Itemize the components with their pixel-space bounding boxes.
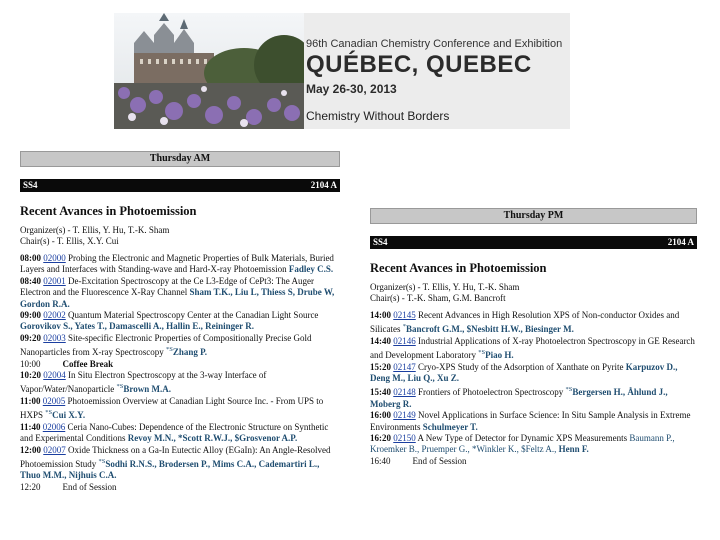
talk-time: 10:00: [20, 358, 41, 369]
day-header: Thursday AM: [20, 151, 340, 167]
session-title: Recent Avances in Photoemission: [20, 204, 197, 218]
talk-entry: [20, 422, 340, 445]
talk-time: 14:00: [370, 310, 391, 320]
presenter-mark: *S: [565, 386, 573, 394]
talk-time: 10:20: [20, 370, 41, 381]
talk-entry: [370, 410, 697, 433]
talk-presenters: Revoy M.N., *Scott R.W.J., $Grosvenor A.P.: [127, 433, 298, 444]
abstract-code-link[interactable]: 02000: [43, 253, 66, 263]
abstract-code-link[interactable]: 02005: [42, 395, 66, 406]
talk-title: Recent Advances in High Resolution XPS of Non-conductor Oxides and Silicates: [370, 310, 680, 335]
talk-title: Novel Applications in Surface Science: In Situ Sample Analysis in Extreme Environments: [370, 410, 691, 432]
talk-title: Oxide Thickness on a Ga-In Eutectic Alloy (EGaIn): An Angle-Resolved Photoemission Study: [20, 444, 331, 469]
session-code: SS4: [373, 237, 388, 247]
organizers: Organizer(s) - T. Ellis, Y. Hu, T.-K. Sham: [370, 282, 520, 292]
talk-title: Probing the Electronic and Magnetic Properties of Bulk Materials, Buried Layers and Interfaces with Standing-wave and Hard-X-ray Photoemission: [20, 253, 334, 275]
talk-presenters: Henn F.: [558, 444, 589, 455]
talk-presenters: Bergersen H., Åhlund J., Moberg R.: [370, 387, 668, 409]
session-bar: [370, 236, 697, 249]
talk-title: Site-specific Electronic Properties of Compositionally Precise Gold Nanoparticles from X-ray Spectroscopy: [20, 332, 312, 358]
organizers: Organizer(s) - T. Ellis, Y. Hu, T.-K. Sham: [20, 225, 170, 235]
break-label: Coffee Break: [62, 358, 114, 369]
talk-presenters: Karpuzov D., Deng M., Liu Q., Xu Z.: [370, 361, 678, 384]
end-label: End of Session: [412, 455, 467, 466]
talk-presenters: Zhang P.: [172, 347, 208, 358]
talk-entry: [20, 276, 340, 310]
chairs: Chair(s) - T. Ellis, X.Y. Cui: [20, 236, 119, 246]
talk-title: Frontiers of Photoelectron Spectroscopy: [418, 387, 564, 398]
talk-title: Ceria Nano-Cubes: Dependence of the Electronic Structure on Synthetic and Experimental Conditions: [20, 421, 329, 444]
talk-time: 11:40: [20, 421, 41, 432]
talk-presenters: Piao H.: [485, 350, 514, 361]
abstract-code-link[interactable]: 02149: [393, 410, 416, 421]
talk-time: 08:40: [20, 275, 41, 286]
abstract-code-link[interactable]: 02006: [42, 421, 66, 432]
talk-entry: [20, 396, 340, 422]
talk-presenters: Sodhi R.N.S., Brodersen P., Mims C.A., Cademartiri L., Thuo M.M., Nijhuis C.A.: [20, 458, 320, 481]
abstract-code-link[interactable]: 02146: [393, 335, 416, 346]
presenter-mark: *S: [478, 349, 486, 357]
talk-time: 09:00: [20, 310, 41, 321]
talk-title: De-Excitation Spectroscopy at the Ce L3-Edge of CePt3: The Auger Electron and the Fluorescence X-Ray Channel: [20, 275, 315, 298]
talk-presenters: Schulmeyer T.: [422, 421, 478, 432]
conference-dates: May 26-30, 2013: [306, 82, 397, 96]
talk-entry: [370, 362, 697, 385]
talk-presenters: Gorovikov S., Yates T., Damascelli A., Hallin E., Reininger R.: [20, 321, 255, 332]
presenter-mark: *S: [98, 457, 106, 465]
session-room: 2104 A: [310, 180, 337, 190]
end-of-session-row: [20, 482, 340, 493]
end-label: End of Session: [62, 481, 117, 492]
presenter-mark: *S: [116, 383, 124, 391]
conference-banner: [114, 13, 570, 129]
talk-time: 15:20: [370, 361, 391, 372]
talk-title: Quantum Material Spectroscopy Center at the Canadian Light Source: [68, 310, 319, 321]
talk-entry: [20, 370, 340, 396]
talk-time: 11:00: [20, 395, 41, 406]
abstract-code-link[interactable]: 02150: [393, 433, 416, 444]
presenter-mark: *S: [165, 346, 173, 354]
talk-time: 16:00: [370, 410, 391, 421]
chateau-frontenac-photo: [114, 13, 304, 129]
chairs: Chair(s) - T.-K. Sham, G.M. Bancroft: [370, 293, 506, 303]
talk-authors: Baumann P., Kroemker B., Pruemper G., *Winkler K., $Feltz A.,: [370, 433, 675, 455]
talk-list: [370, 310, 697, 467]
talk-entry: [20, 253, 340, 276]
abstract-code-link[interactable]: 02004: [43, 370, 66, 381]
talk-title: Cryo-XPS Study of the Adsorption of Xanthate on Pyrite: [418, 361, 624, 372]
talk-presenters: Bancroft G.M., $Nesbitt H.W., Biesinger M.: [406, 324, 574, 335]
talk-title: Photoemission Overview at Canadian Light Source Inc. - From UPS to HXPS: [20, 395, 324, 421]
talk-title: In Situ Electron Spectroscopy at the 3-way Interface of Vapor/Water/Nanoparticle: [20, 370, 267, 395]
talk-entry: [370, 310, 697, 336]
abstract-code-link[interactable]: 02003: [43, 332, 66, 343]
conference-name: 96th Canadian Chemistry Conference and Exhibition: [306, 38, 563, 50]
talk-time: 16:20: [370, 433, 391, 444]
abstract-code-link[interactable]: 02002: [43, 310, 66, 321]
presenter-mark: *: [402, 323, 406, 331]
conference-slogan: Chemistry Without Borders: [306, 109, 450, 123]
talk-time: 12:00: [20, 444, 41, 455]
end-of-session-row: [370, 456, 697, 467]
talk-entry: [370, 433, 697, 456]
talk-title: Industrial Applications of X-ray Photoelectron Spectroscopy in GE Research and Development Laboratory: [370, 335, 695, 361]
talk-presenters: Cui X.Y.: [52, 410, 86, 421]
thursday-pm-schedule: [370, 208, 697, 467]
day-header: Thursday PM: [370, 208, 697, 224]
talk-entry: [20, 333, 340, 359]
session-title: Recent Avances in Photoemission: [370, 261, 547, 275]
session-code: SS4: [23, 180, 38, 190]
break-row: [20, 359, 340, 370]
abstract-code-link[interactable]: 02147: [393, 361, 416, 372]
talk-time: 12:20: [20, 481, 41, 492]
talk-entry: [20, 445, 340, 482]
talk-entry: [370, 336, 697, 362]
talk-list: [20, 253, 340, 493]
session-room: 2104 A: [667, 237, 694, 247]
talk-title: A New Type of Detector for Dynamic XPS Measurements: [417, 433, 628, 444]
thursday-am-schedule: [20, 151, 340, 493]
talk-entry: [20, 310, 340, 333]
talk-time: 16:40: [370, 455, 391, 466]
talk-time: 08:00: [20, 253, 41, 263]
session-bar: [20, 179, 340, 192]
abstract-code-link[interactable]: 02001: [43, 275, 66, 286]
talk-time: 09:20: [20, 332, 41, 343]
talk-entry: [370, 384, 697, 410]
presenter-mark: *S: [45, 409, 53, 417]
abstract-code-link[interactable]: 02145: [393, 310, 416, 320]
abstract-code-link[interactable]: 02148: [393, 387, 416, 398]
talk-presenters: Sham T.K., Liu L, Thiess S, Drube W, Gordon R.A.: [20, 287, 335, 309]
conference-city: QUÉBEC, QUEBEC: [306, 51, 532, 78]
abstract-code-link[interactable]: 02007: [43, 444, 66, 455]
talk-time: 15:40: [370, 387, 391, 398]
talk-presenters: Fadley C.S.: [288, 264, 334, 275]
talk-time: 14:40: [370, 335, 391, 346]
talk-presenters: Brown M.A.: [123, 384, 171, 395]
